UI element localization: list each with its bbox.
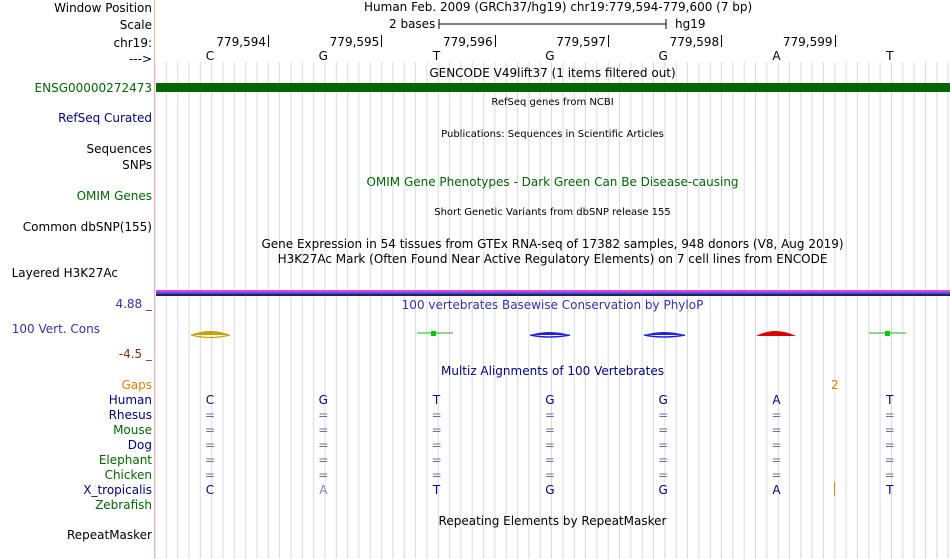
reference-base: G	[545, 49, 555, 63]
coordinate-tick	[495, 35, 496, 47]
scale-assembly-text: hg19	[675, 17, 706, 31]
aligned-base: =	[204, 468, 216, 482]
assembly-position-text: Human Feb. 2009 (GRCh37/hg19) chr19:779,594-779,600 (7 bp)	[364, 0, 753, 14]
aligned-base: =	[204, 453, 216, 467]
reference-base: T	[886, 49, 894, 63]
dbsnp-track-label[interactable]: Common dbSNP(155)	[22, 220, 152, 234]
gencode-track-title: GENCODE V49lift37 (1 items filtered out)	[429, 66, 676, 80]
aligned-base: A	[772, 393, 781, 407]
aligned-base: T	[886, 393, 894, 407]
aligned-base: A	[772, 483, 781, 497]
phylop-base-a	[756, 331, 796, 336]
aligned-base: C	[205, 393, 215, 407]
aligned-base: C	[205, 483, 215, 497]
h3k27ac-signal[interactable]	[156, 290, 950, 296]
phylop-track-title: 100 vertebrates Basewise Conservation by PhyloP	[401, 298, 704, 312]
reference-base: A	[772, 49, 781, 63]
publications-track-title: Publications: Sequences in Scientific Articles	[441, 129, 664, 140]
track-label-panel	[0, 0, 154, 559]
phylop-base-t2	[869, 331, 906, 336]
aligned-base: G	[545, 483, 555, 497]
aligned-base: =	[544, 408, 555, 422]
phylop-track-label[interactable]: 100 Vert. Cons	[11, 322, 100, 336]
aligned-base: =	[204, 408, 216, 422]
aligned-base: =	[318, 453, 329, 467]
aligned-base: G	[318, 393, 328, 407]
omim-track-title: OMIM Gene Phenotypes - Dark Green Can Be Disease-causing	[366, 175, 739, 189]
species-label[interactable]: Chicken	[104, 468, 152, 482]
scale-bar	[438, 17, 668, 31]
gencode-gene-label[interactable]: ENSG00000272473	[34, 81, 152, 95]
aligned-base: =	[884, 453, 895, 467]
phylop-base-g2	[644, 332, 685, 337]
coordinate-tick	[381, 35, 382, 47]
coordinate-label: 779,594	[216, 35, 266, 49]
aligned-base: =	[318, 408, 329, 422]
aligned-base: T	[886, 483, 894, 497]
aligned-base: T	[432, 483, 441, 497]
repeatmasker-track-label[interactable]: RepeatMasker	[66, 528, 152, 542]
refseq-track-title: RefSeq genes from NCBI	[491, 97, 614, 108]
species-label[interactable]: Elephant	[98, 453, 152, 467]
species-label[interactable]: Dog	[127, 438, 152, 452]
phylop-base-g	[417, 331, 453, 336]
dbsnp-track-title: Short Genetic Variants from dbSNP release 155	[434, 207, 671, 218]
strand-label: --->	[128, 52, 152, 66]
aligned-base: =	[431, 468, 442, 482]
aligned-base: =	[884, 438, 895, 452]
gaps-label: Gaps	[121, 378, 152, 392]
aligned-base: =	[204, 438, 216, 452]
h3k27ac-track-label[interactable]: Layered H3K27Ac	[11, 266, 118, 280]
aligned-base: =	[544, 423, 555, 437]
refseq-track-label[interactable]: RefSeq Curated	[58, 111, 152, 125]
aligned-base: =	[318, 423, 329, 437]
multiz-track-title: Multiz Alignments of 100 Vertebrates	[440, 364, 665, 378]
aligned-base: =	[431, 438, 442, 452]
aligned-base: =	[544, 468, 555, 482]
aligned-base: =	[318, 468, 329, 482]
phylop-max-value: 4.88 _	[115, 297, 152, 311]
aligned-base: T	[432, 393, 441, 407]
coordinate-tick	[835, 35, 836, 47]
aligned-base: =	[771, 423, 782, 437]
aligned-base: =	[771, 453, 782, 467]
omim-track-label[interactable]: OMIM Genes	[76, 189, 152, 203]
reference-base: G	[318, 49, 328, 63]
phylop-base-c	[191, 331, 230, 338]
sequences-track-label[interactable]: Sequences	[86, 142, 152, 156]
window-position-label: Window Position	[54, 1, 152, 15]
gap-count: 2	[831, 378, 839, 392]
gap-marker	[834, 482, 835, 496]
track-display-area[interactable]	[155, 0, 950, 559]
aligned-base: =	[884, 468, 895, 482]
phylop-min-value: -4.5 _	[118, 347, 152, 361]
species-label[interactable]: X_tropicalis	[83, 483, 152, 497]
coordinate-label: 779,599	[782, 35, 833, 49]
reference-base: C	[205, 49, 215, 63]
coordinate-label: 779,595	[329, 35, 380, 49]
aligned-base: G	[545, 393, 555, 407]
aligned-base: =	[318, 438, 329, 452]
scale-label: Scale	[119, 18, 152, 32]
aligned-base: =	[771, 468, 782, 482]
h3k27ac-track-title: H3K27Ac Mark (Often Found Near Active Regulatory Elements) on 7 cell lines from ENCODE	[277, 252, 828, 266]
species-label[interactable]: Zebrafish	[95, 498, 152, 512]
aligned-base: =	[431, 408, 442, 422]
coordinate-tick	[608, 35, 609, 47]
aligned-base: =	[544, 438, 555, 452]
phylop-glyphs[interactable]	[155, 326, 950, 342]
aligned-base: G	[658, 483, 668, 497]
coordinate-label: 779,596	[442, 35, 493, 49]
aligned-base: =	[431, 423, 442, 437]
gencode-gene-bar[interactable]	[156, 83, 950, 92]
aligned-base: =	[658, 408, 669, 422]
scale-bar-text: 2 bases	[389, 17, 436, 31]
reference-base: T	[432, 49, 441, 63]
species-label[interactable]: Rhesus	[108, 408, 152, 422]
coordinate-tick	[268, 35, 269, 47]
aligned-base: G	[658, 393, 668, 407]
aligned-base: =	[204, 423, 216, 437]
species-label[interactable]: Human	[108, 393, 152, 407]
aligned-base: =	[884, 423, 895, 437]
snps-track-label[interactable]: SNPs	[122, 158, 152, 172]
aligned-base: =	[884, 408, 895, 422]
aligned-base: =	[658, 438, 669, 452]
aligned-base: =	[658, 453, 669, 467]
gtex-track-title: Gene Expression in 54 tissues from GTEx RNA-seq of 17382 samples, 948 donors (V8, Aug 2019)	[261, 237, 844, 251]
coordinate-tick	[721, 35, 722, 47]
aligned-base: =	[658, 468, 669, 482]
aligned-base: =	[544, 453, 555, 467]
aligned-base: =	[658, 423, 669, 437]
coordinate-label: 779,597	[556, 35, 606, 49]
aligned-base: =	[771, 408, 782, 422]
aligned-base: =	[431, 453, 442, 467]
species-label[interactable]: Mouse	[113, 423, 152, 437]
reference-base: G	[658, 49, 668, 63]
phylop-base-t	[530, 332, 570, 337]
aligned-base: =	[771, 438, 782, 452]
repeatmasker-track-title: Repeating Elements by RepeatMasker	[438, 514, 667, 528]
aligned-base: A	[319, 483, 328, 497]
chrom-label: chr19:	[113, 36, 152, 50]
coordinate-label: 779,598	[669, 35, 720, 49]
